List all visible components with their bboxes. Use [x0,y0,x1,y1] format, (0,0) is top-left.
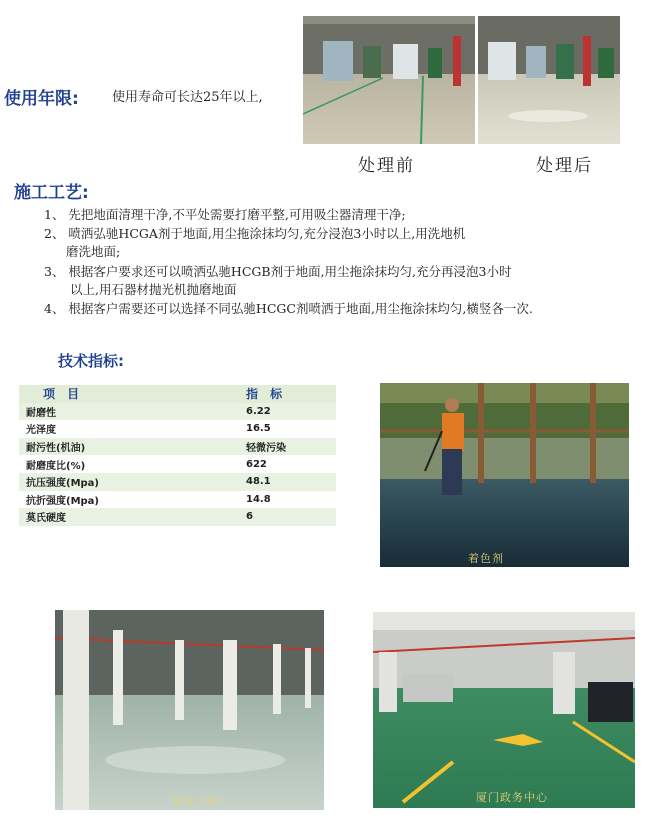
hengan-photo [55,610,324,810]
after-caption: 处理后 [536,156,593,176]
table-row [19,473,336,491]
process-step-3: 3、 根据客户要求还可以喷洒弘驰HCGB剂于地面,用尘拖涂抹均匀,充分再浸泡3小时 [44,264,512,279]
hengan-label: 恒安卫材 [172,795,220,808]
spec-item: 耐磨性 [26,407,56,419]
process-step-2: 2、 喷洒弘驰HCGA剂于地面,用尘拖涂抹均匀,充分浸泡3小时以上,用洗地机 [44,226,466,241]
spec-item: 莫氏硬度 [26,513,66,525]
after-photo [478,16,620,144]
before-caption: 处理前 [358,156,415,176]
spec-value: 48.1 [246,476,271,488]
process-step-4: 4、 根据客户需要还可以选择不同弘驰HCGC剂喷洒于地面,用尘拖涂抹均匀,横竖各一次. [44,301,533,316]
table-row [19,526,336,544]
table-row [19,420,336,438]
spec-value: 16.5 [246,423,271,435]
spec-value: 622 [246,458,267,470]
spec-item: 抗折强度(Mpa) [26,495,99,507]
spec-value: 14.8 [246,493,271,505]
process-step-2-cont: 磨洗地面; [66,244,121,259]
specs-table [19,385,336,543]
spec-value: 6 [246,511,253,523]
coloring-agent-label: 着色剂 [468,552,504,565]
process-heading: 施工工艺: [14,183,89,203]
process-step-3-cont: 以上,用石器材抛光机抛磨地面 [70,282,237,297]
table-row [19,455,336,473]
specs-heading: 技术指标: [58,352,124,370]
table-row [19,438,336,456]
table-row [19,403,336,421]
lifespan-label: 使用年限: [4,89,79,109]
specs-col-value: 指 标 [246,387,287,402]
before-photo [303,16,475,144]
coloring-agent-photo [380,383,629,567]
spec-value: 6.22 [246,405,271,417]
spec-item: 耐污性(机油) [26,443,86,455]
lifespan-text: 使用寿命可长达25年以上, [112,90,263,105]
xiamen-photo [373,612,635,808]
spec-item: 抗压强度(Mpa) [26,478,99,490]
spec-value: 轻微污染 [246,443,286,455]
table-row [19,491,336,509]
spec-item [19,526,239,544]
spec-item: 光泽度 [26,425,56,437]
xiamen-label: 厦门政务中心 [476,791,548,804]
table-row [19,508,336,526]
spec-item: 耐磨度比(%) [26,460,86,472]
specs-header-row [19,385,336,403]
spec-value [239,526,336,544]
specs-col-item: 项 目 [43,387,84,402]
process-step-1: 1、 先把地面清理干净,不平处需要打磨平整,可用吸尘器清理干净; [44,207,406,222]
